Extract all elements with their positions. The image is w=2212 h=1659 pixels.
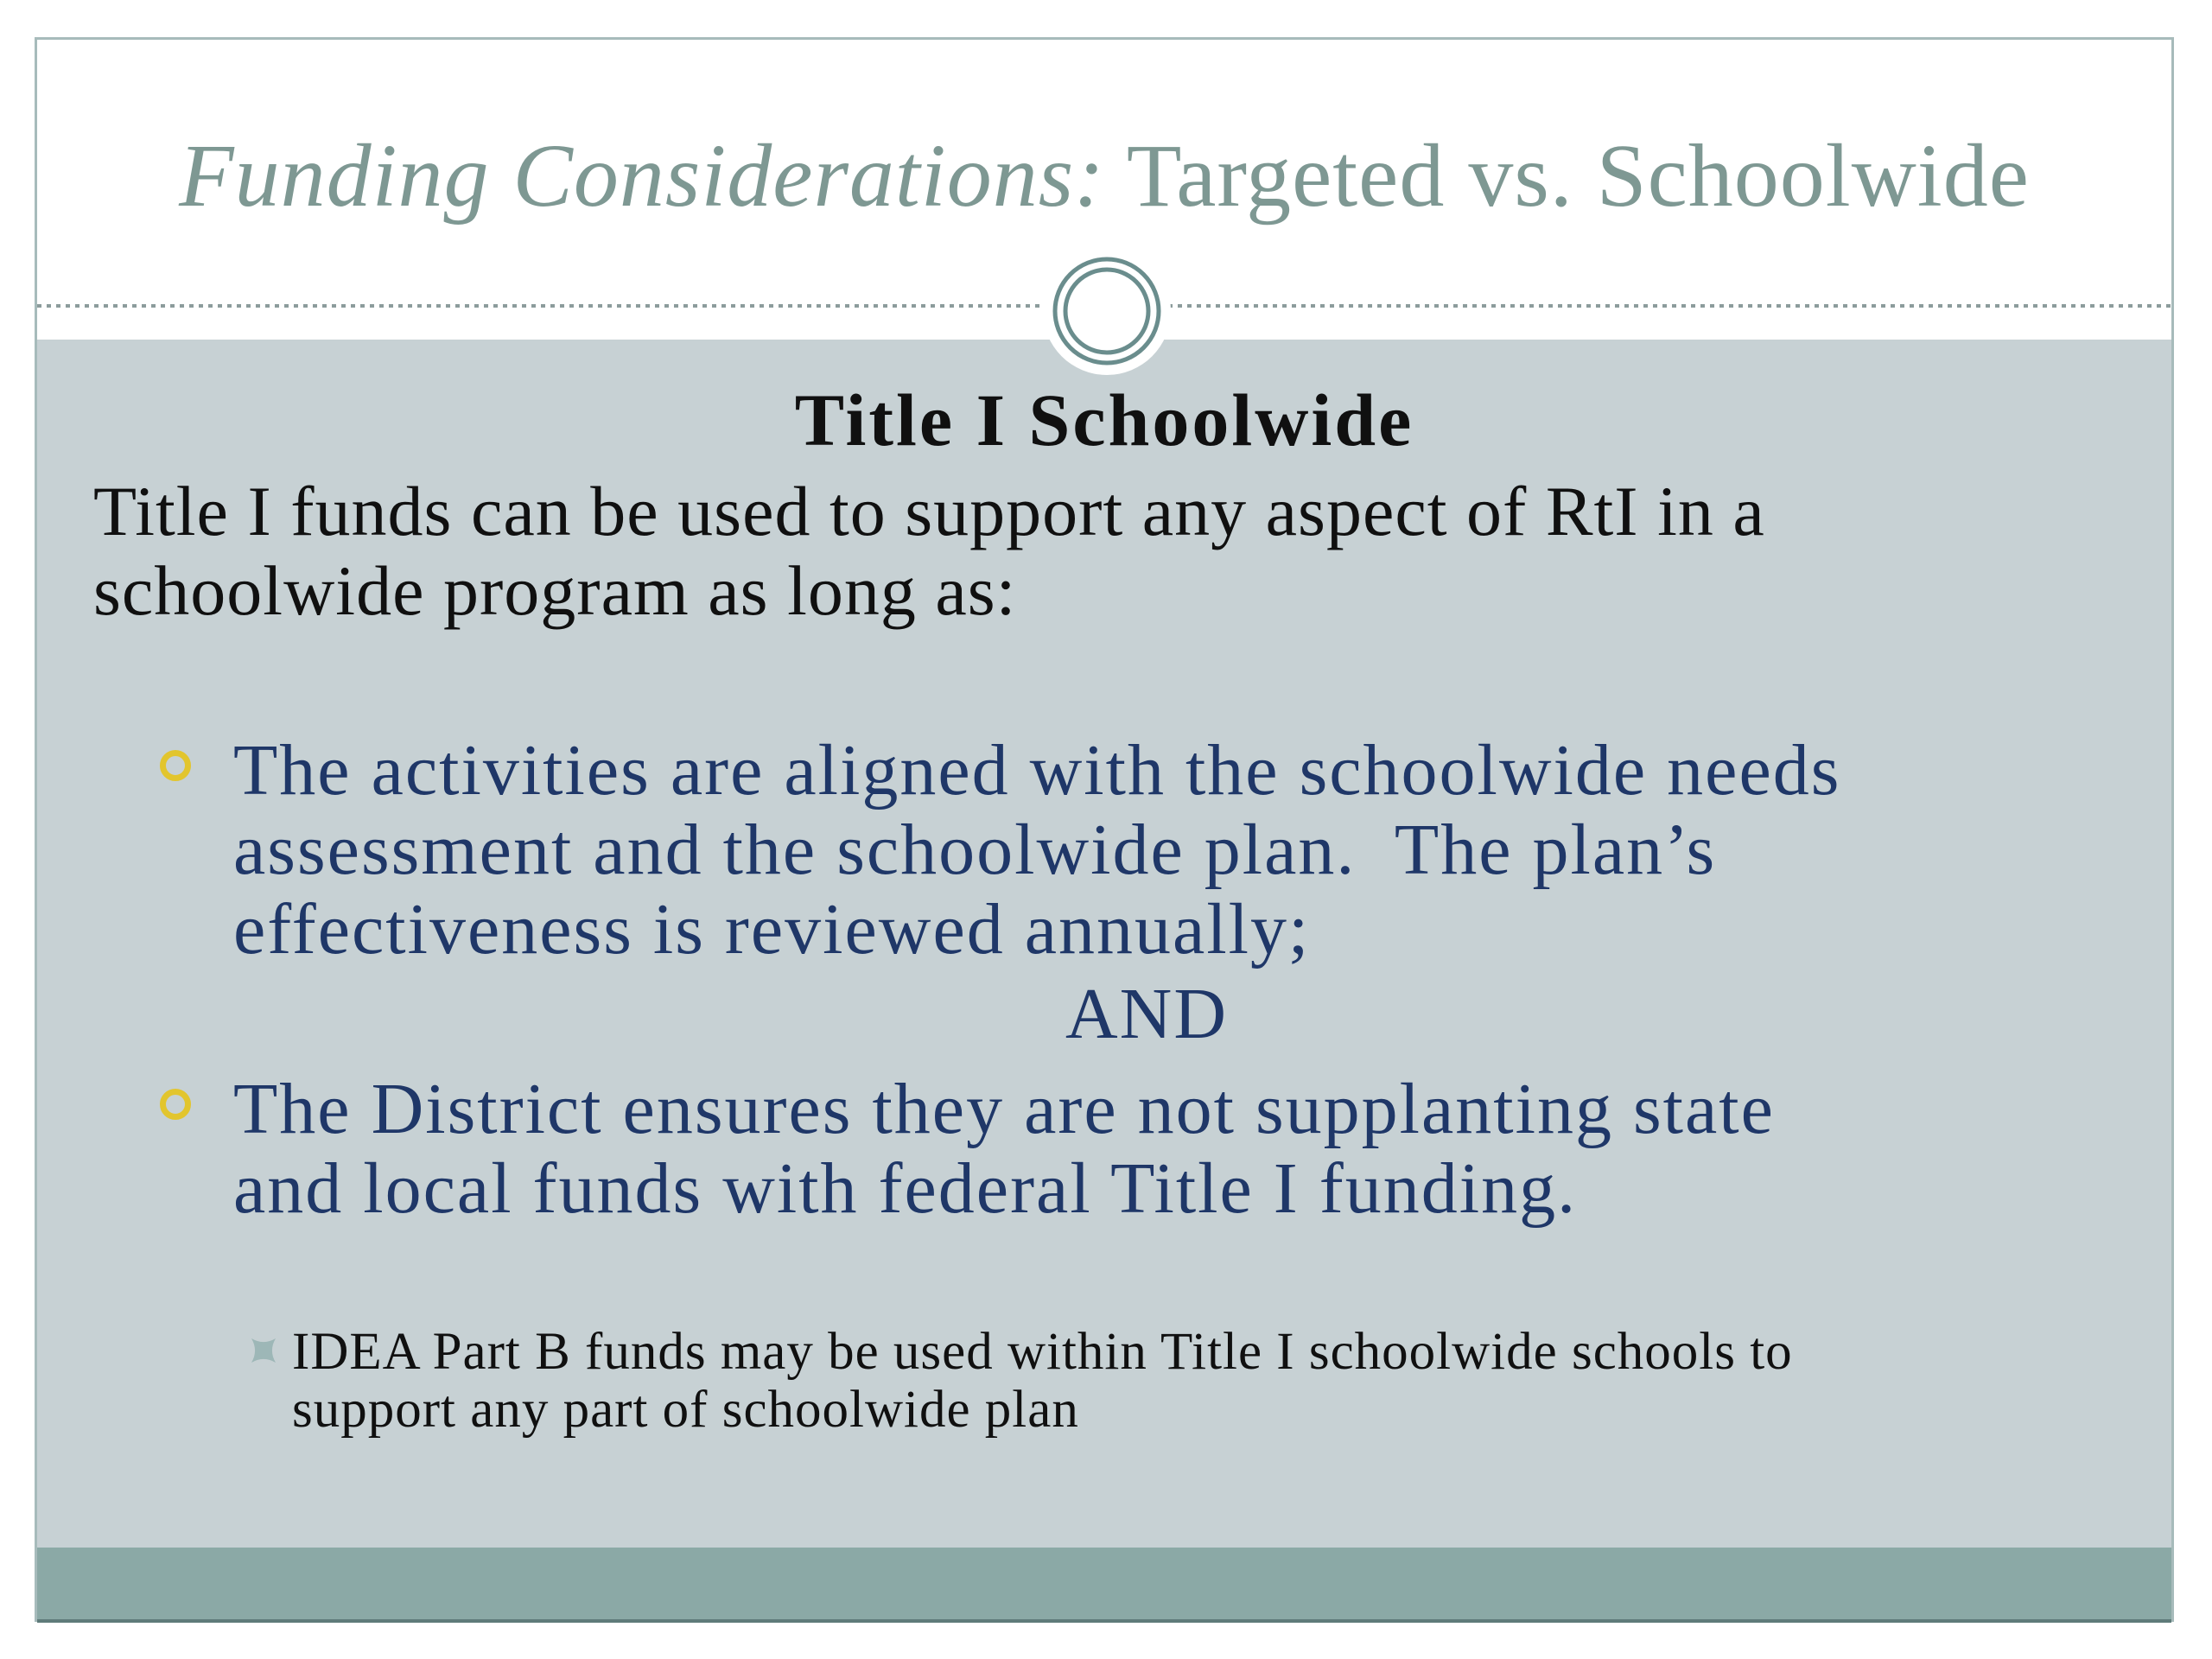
page-title-regular-part: Targeted vs. Schoolwide bbox=[1104, 126, 2030, 226]
bullet-line: effectiveness is reviewed annually; bbox=[233, 889, 1311, 969]
section-heading: Title I Schoolwide bbox=[794, 378, 1414, 461]
page-title bbox=[37, 116, 2171, 237]
footer-bar bbox=[37, 1548, 2171, 1623]
and-connector: AND bbox=[1065, 974, 1228, 1054]
circle-ornament-icon bbox=[1038, 242, 1176, 380]
bullet-line: The District ensures they are not supplanting state bbox=[233, 1069, 1775, 1149]
bullet-item-district bbox=[160, 1070, 1775, 1229]
sub-bullet-line: IDEA Part B funds may be used within Title I schoolwide schools to bbox=[292, 1323, 1793, 1381]
intro-line: Title I funds can be used to support any aspect of RtI in a bbox=[93, 472, 1765, 550]
bullet-item-activities bbox=[160, 731, 1840, 969]
circle-bullet-icon bbox=[160, 1089, 191, 1120]
bullet-text bbox=[233, 731, 1840, 969]
sub-bullet-line: support any part of schoolwide plan bbox=[292, 1381, 1079, 1439]
page-title-italic-part: Funding Considerations: bbox=[179, 126, 1105, 226]
bullet-line: assessment and the schoolwide plan. The plan’s bbox=[233, 810, 1717, 890]
bullet-text bbox=[233, 1070, 1775, 1229]
circle-bullet-icon bbox=[160, 750, 191, 781]
sub-bullet-item-idea bbox=[251, 1323, 1793, 1439]
bullet-line: The activities are aligned with the schoolwide needs bbox=[233, 730, 1841, 810]
star-bullet-icon bbox=[251, 1338, 276, 1363]
slide-canvas bbox=[35, 37, 2174, 1622]
intro-line: schoolwide program as long as: bbox=[93, 551, 1017, 630]
intro-paragraph bbox=[93, 472, 1765, 631]
bullet-line: and local funds with federal Title I funding. bbox=[233, 1148, 1578, 1229]
sub-bullet-text bbox=[292, 1323, 1793, 1439]
